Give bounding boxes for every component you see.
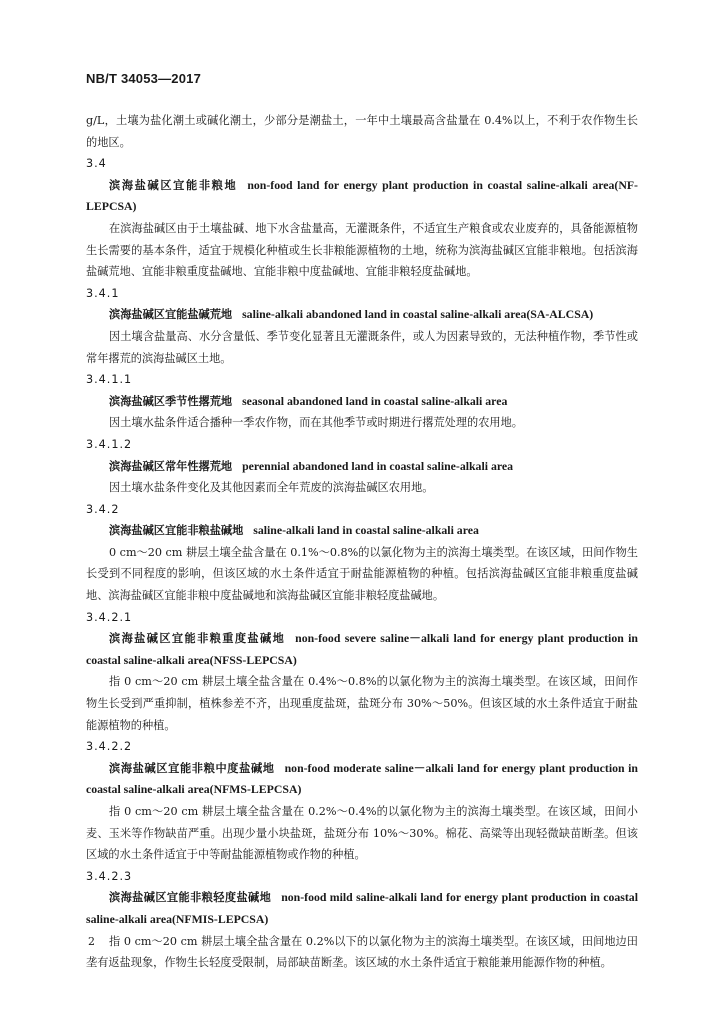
term-en: non-food moderate saline－alkali land for energy plant production in coastal saline-alkali area(NFMS-LEPCSA) — [86, 760, 638, 797]
term-en: seasonal abandoned land in coastal saline-alkali area — [242, 393, 508, 408]
term-heading — [86, 628, 638, 671]
section-3-4-2-2 — [86, 736, 638, 866]
section-3-4-1 — [86, 283, 638, 369]
term-heading — [86, 456, 638, 478]
term-cn: 滨海盐碱区宜能盐碱荒地 — [109, 307, 233, 322]
term-definition: 指 0 cm～20 cm 耕层土壤全盐含量在 0.2%～0.4%的以氯化物为主的滨海土壤类型。在该区域，田间小麦、玉米等作物缺苗严重。出现少量小块盐斑，盐斑分布 10%～30%。棉花、高粱等出现轻微缺苗断垄。但该区域的水土条件适宜于中等耐盐能源植物或作物的种植。 — [86, 805, 638, 862]
term-definition: 因土壤水盐条件适合播种一季农作物，而在其他季节或时期进行撂荒处理的农用地。 — [109, 416, 523, 430]
term-cn: 滨海盐碱区宜能非粮盐碱地 — [109, 523, 244, 538]
term-en: non-food mild saline-alkali land for energy plant production in coastal saline-alkali area(NFMIS-LEPCSA) — [86, 890, 638, 926]
term-en: non-food severe saline－alkali land for energy plant production in coastal saline-alkali area(NFSS-LEPCSA) — [86, 631, 638, 667]
continued-paragraph: g/L，土壤为盐化潮土或碱化潮土，少部分是潮盐土，一年中土壤最高含盐量在 0.4%以上，不利于农作物生长的地区。 — [86, 114, 638, 149]
term-definition: 指 0 cm～20 cm 耕层土壤全盐含量在 0.2%以下的以氯化物为主的滨海土壤类型。在该区域，田间地边田垄有返盐现象，作物生长轻度受限制，局部缺苗断垄。该区域的水土条件适宜于粮能兼用能源作物的种植。 — [86, 934, 638, 970]
term-cn: 滨海盐碱区宜能非粮中度盐碱地 — [109, 760, 275, 775]
term-definition: 在滨海盐碱区由于土壤盐碱、地下水含盐量高，无灌溉条件，不适宜生产粮食或农业废弃的，具备能源植物生长需要的基本条件，适宜于规模化种植或生长非粮能源植物的土地，统称为滨海盐碱区宜能非粮地。包括滨海盐碱荒地、宜能非粮重度盐碱地、宜能非粮中度盐碱地、宜能非粮轻度盐碱地。 — [86, 221, 638, 279]
term-definition: 因土壤含盐量高、水分含量低、季节变化显著且无灌溉条件，或人为因素导致的，无法种植作物，季节性或常年撂荒的滨海盐碱区土地。 — [86, 329, 638, 365]
term-definition: 0 cm～20 cm 耕层土壤全盐含量在 0.1%～0.8%的以氯化物为主的滨海土壤类型。在该区域，田间作物生长受到不同程度的影响，但该区域的水土条件适宜于耐盐能源植物的种植。包括滨海盐碱区宜能非粮重度盐碱地、滨海盐碱区宜能非粮中度盐碱地和滨海盐碱区宜能非粮轻度盐碱地。 — [86, 545, 638, 603]
term-en: non-food land for energy plant production in coastal saline-alkali area(NF-LEPCSA) — [86, 177, 638, 214]
term-en: saline-alkali land in coastal saline-alkali area — [253, 523, 479, 538]
term-heading — [86, 887, 638, 930]
term-heading — [86, 758, 638, 801]
section-3-4-2 — [86, 499, 638, 607]
clause-number: 3.4 — [86, 157, 107, 171]
standard-header: NB/T 34053—2017 — [86, 71, 202, 86]
term-definition: 因土壤水盐条件变化及其他因素而全年荒废的滨海盐碱区农用地。 — [109, 481, 434, 495]
term-heading — [86, 175, 638, 218]
clause-number: 3.4.2.2 — [86, 740, 133, 754]
term-cn: 滨海盐碱区宜能非粮轻度盐碱地 — [109, 890, 272, 905]
term-definition: 指 0 cm～20 cm 耕层土壤全盐含量在 0.4%～0.8%的以氯化物为主的滨海土壤类型。在该区域，田间作物生长受到严重抑制，植株参差不齐，出现重度盐斑，盐斑分布 30%～50%。但该区域的水土条件适宜于耐盐能源植物的种植。 — [86, 675, 638, 732]
term-cn: 滨海盐碱区季节性撂荒地 — [109, 393, 233, 408]
term-cn: 滨海盐碱区常年性撂荒地 — [109, 458, 233, 473]
term-cn: 滨海盐碱区宜能非粮地 — [109, 177, 238, 192]
document-body — [86, 110, 638, 974]
clause-number: 3.4.2.1 — [86, 610, 133, 624]
clause-number: 3.4.2 — [86, 502, 120, 516]
term-heading — [86, 304, 638, 326]
clause-number: 3.4.1.2 — [86, 437, 133, 451]
term-cn: 滨海盐碱区宜能非粮重度盐碱地 — [109, 631, 286, 646]
clause-number: 3.4.2.3 — [86, 869, 133, 883]
clause-number: 3.4.1.1 — [86, 373, 133, 387]
term-heading — [86, 391, 638, 413]
term-en: saline-alkali abandoned land in coastal saline-alkali area(SA-ALCSA) — [242, 307, 594, 322]
section-3-4-1-1 — [86, 369, 638, 434]
section-3-4-1-2 — [86, 434, 638, 499]
section-3-4-2-1 — [86, 607, 638, 737]
clause-number: 3.4.1 — [86, 286, 120, 300]
page-number: 2 — [88, 935, 95, 948]
section-3-4-2-3 — [86, 866, 638, 974]
term-en: perennial abandoned land in coastal saline-alkali area — [242, 458, 514, 473]
section-3-4 — [86, 153, 638, 283]
term-heading — [86, 520, 638, 542]
